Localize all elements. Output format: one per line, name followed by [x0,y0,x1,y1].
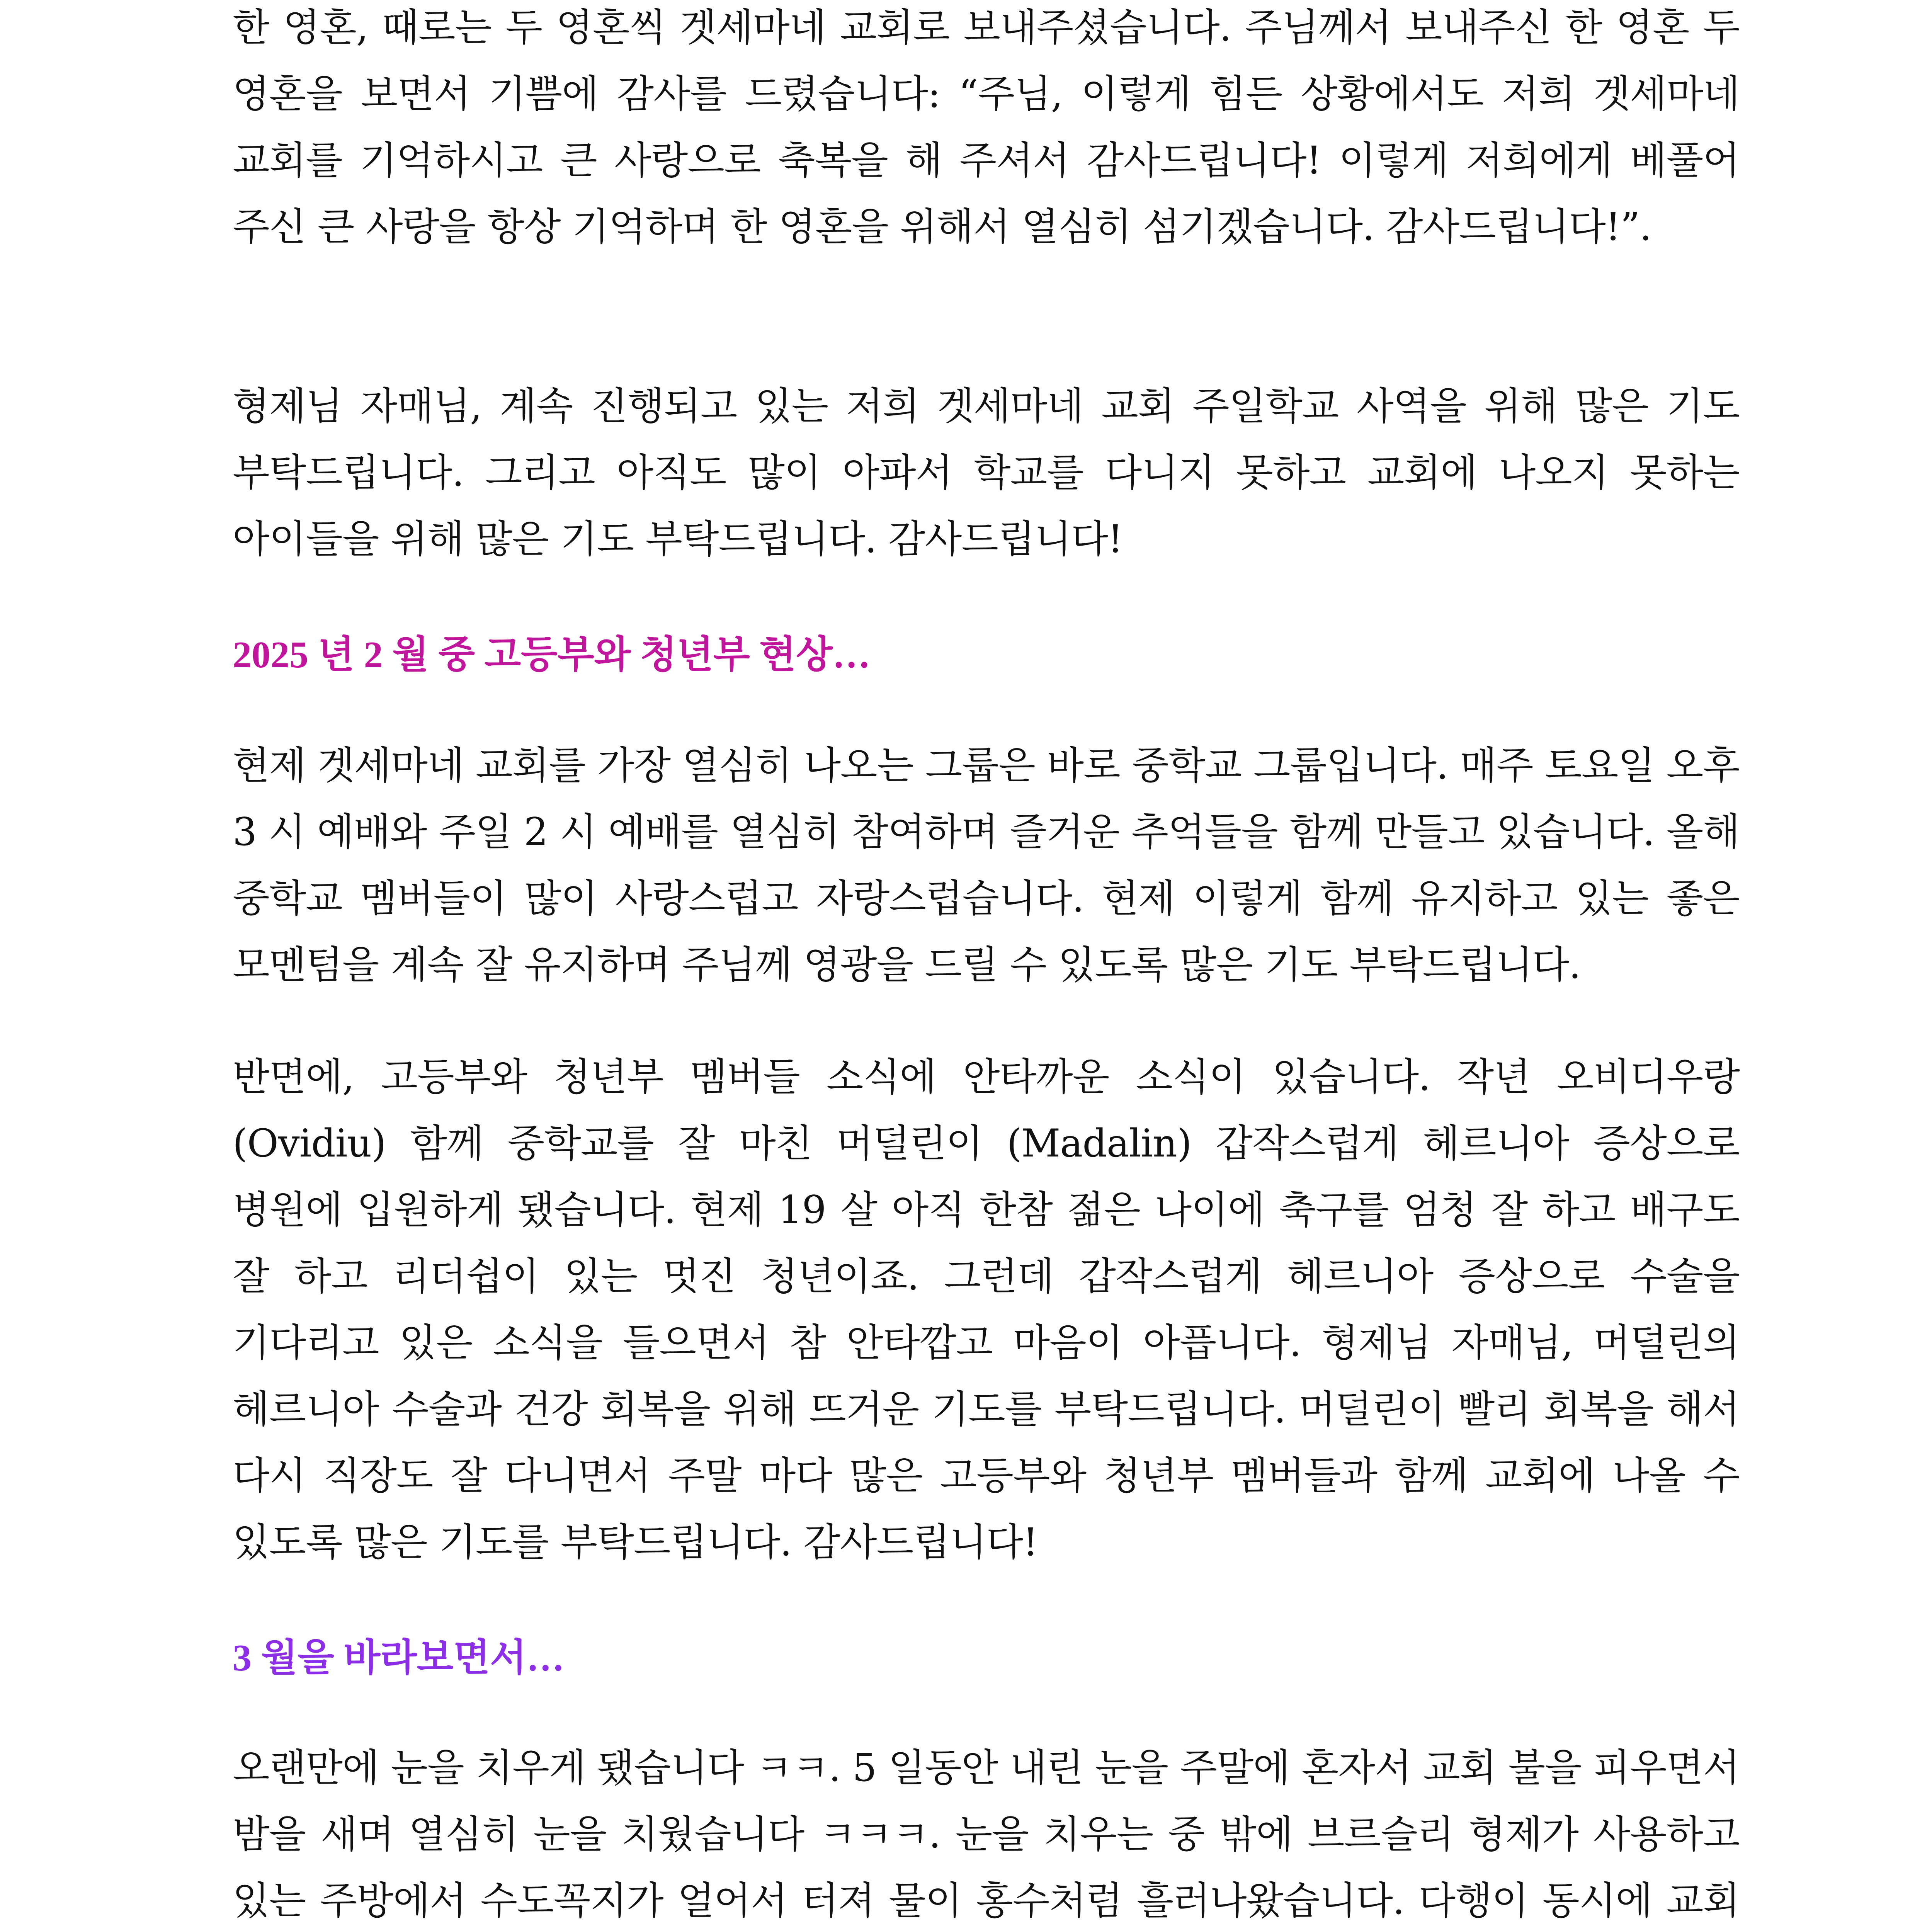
section-heading-february: 2025 년 2 월 중 고등부와 청년부 현상… [233,634,871,676]
paragraph: 한 영혼, 때로는 두 영혼씩 겟세마네 교회로 보내주셨습니다. 주님께서 보내주신 한 영혼 두 영혼을 보면서 기쁨에 감사를 드렸습니다: “주님, 이렇게 힘든 상황에서도 저희 겟세마네 교회를 기억하시고 큰 사랑으로 축복을 해 주셔서 감사드립니다! 이렇게 저희에게 베풀어 주신 큰 사랑을 항상 기억하며 한 영혼을 위해서 열심히 섬기겠습니다. 감사드립니다!”. [233,5,1740,249]
paragraph: 반면에, 고등부와 청년부 멤버들 소식에 안타까운 소식이 있습니다. 작년 오비디우랑 (Ovidiu) 함께 중학교를 잘 마친 머덜린이 (Madalin) 갑작스럽게 헤르니아 증상으로 병원에 입원하게 됐습니다. 현제 19 살 아직 한참 젊은 나이에 축구를 엄청 잘 하고 배구도 잘 하고 리더쉽이 있는 멋진 청년이죠. 그런데 갑작스럽게 헤르니아 증상으로 수술을 기다리고 있은 소식을 들으면서 참 안타깝고 마음이 아픕니다. 형제님 자매님, 머덜린의 헤르니아 수술과 건강 회복을 위해 뜨거운 기도를 부탁드립니다. 머덜린이 빨리 회복을 해서 다시 직장도 잘 다니면서 주말 마다 많은 고등부와 청년부 멤버들과 함께 교회에 나올 수 있도록 많은 기도를 부탁드립니다. 감사드립니다! [233,1055,1740,1565]
section-heading-march: 3 월을 바라보면서… [233,1637,565,1679]
paragraph: 현제 겟세마네 교회를 가장 열심히 나오는 그룹은 바로 중학교 그룹입니다. 매주 토요일 오후 3 시 예배와 주일 2 시 예배를 열심히 참여하며 즐거운 추억들을 함께 만들고 있습니다. 올해 중학교 멤버들이 많이 사랑스럽고 자랑스럽습니다. 현제 이렇게 함께 유지하고 있는 좋은 모멘텀을 계속 잘 유지하며 주님께 영광을 드릴 수 있도록 많은 기도 부탁드립니다. [233,743,1740,987]
paragraph: 오랜만에 눈을 치우게 됐습니다 ㅋㅋ. 5 일동안 내린 눈을 주말에 혼자서 교회 불을 피우면서 밤을 새며 열심히 눈을 치웠습니다 ㅋㅋㅋ. 눈을 치우는 중 밖에 브르슬리 형제가 사용하고 있는 주방에서 수도꼭지가 얼어서 터져 물이 홍수처럼 흘러나왔습니다. 다행이 동시에 교회 [233,1746,1740,1923]
paragraph: 형제님 자매님, 계속 진행되고 있는 저희 겟세마네 교회 주일학교 사역을 위해 많은 기도 부탁드립니다. 그리고 아직도 많이 아파서 학교를 다니지 못하고 교회에 나오지 못하는 아이들을 위해 많은 기도 부탁드립니다. 감사드립니다! [233,384,1740,561]
